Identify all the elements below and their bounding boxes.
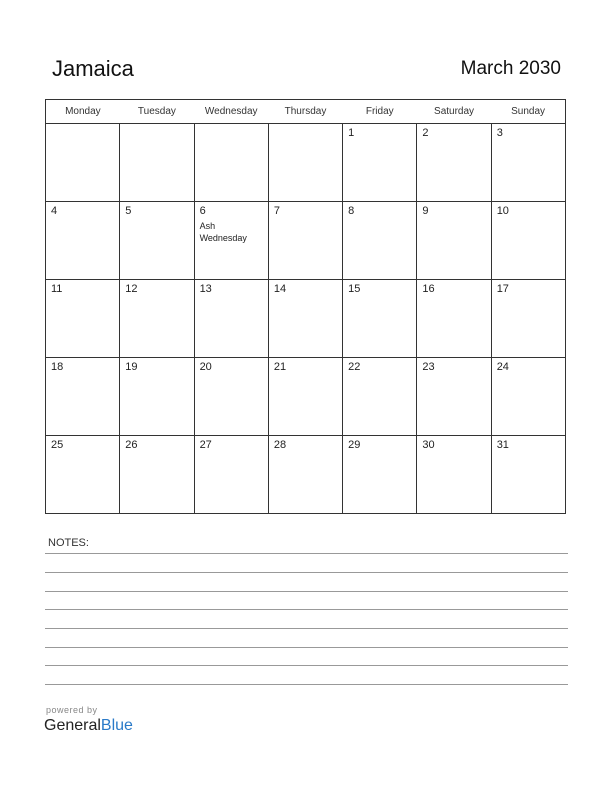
weekday-thursday: Thursday bbox=[268, 100, 342, 124]
weekday-saturday: Saturday bbox=[417, 100, 491, 124]
day-cell bbox=[491, 358, 565, 436]
day-number: 7 bbox=[273, 205, 280, 217]
day-cell bbox=[343, 124, 417, 202]
day-cell bbox=[417, 358, 491, 436]
day-number: 29 bbox=[348, 439, 361, 451]
week-row bbox=[46, 358, 566, 436]
calendar-grid bbox=[45, 99, 566, 514]
day-cell bbox=[268, 202, 342, 280]
day-number: 2 bbox=[422, 127, 429, 139]
day-cell bbox=[194, 436, 268, 514]
country-title: Jamaica bbox=[52, 56, 134, 81]
day-number: 23 bbox=[422, 361, 435, 373]
generalblue-logo bbox=[44, 717, 133, 735]
day-number: 26 bbox=[125, 439, 138, 451]
day-number: 31 bbox=[496, 439, 509, 451]
day-number: 21 bbox=[273, 361, 287, 373]
day-number: 6 bbox=[199, 205, 206, 217]
day-number: 4 bbox=[51, 205, 58, 217]
day-cell bbox=[194, 124, 268, 202]
notes-label: NOTES: bbox=[48, 537, 89, 549]
day-cell bbox=[491, 436, 565, 514]
day-cell bbox=[491, 124, 565, 202]
notes-line bbox=[45, 609, 568, 610]
day-number: 13 bbox=[199, 283, 212, 295]
day-cell bbox=[194, 358, 268, 436]
notes-line bbox=[45, 628, 568, 629]
day-number: 1 bbox=[348, 127, 355, 139]
notes-line bbox=[45, 684, 568, 685]
day-cell bbox=[417, 436, 491, 514]
day-number: 27 bbox=[199, 439, 212, 451]
day-cell bbox=[417, 124, 491, 202]
day-number: 16 bbox=[422, 283, 435, 295]
day-cell bbox=[343, 280, 417, 358]
day-cell bbox=[268, 280, 342, 358]
day-cell bbox=[491, 202, 565, 280]
weekday-sunday: Sunday bbox=[491, 100, 565, 124]
day-cell bbox=[268, 124, 342, 202]
day-cell bbox=[417, 280, 491, 358]
week-row bbox=[46, 124, 566, 202]
day-cell bbox=[194, 280, 268, 358]
day-number: 10 bbox=[496, 205, 509, 217]
day-number: 9 bbox=[422, 205, 429, 217]
day-number: 8 bbox=[348, 205, 355, 217]
day-cell bbox=[46, 358, 120, 436]
day-cell bbox=[268, 436, 342, 514]
day-number: 15 bbox=[348, 283, 361, 295]
day-number: 28 bbox=[273, 439, 287, 451]
day-number: 17 bbox=[496, 283, 509, 295]
day-number: 30 bbox=[422, 439, 435, 451]
weekday-wednesday: Wednesday bbox=[194, 100, 268, 124]
weekday-header-row bbox=[46, 100, 566, 124]
day-cell bbox=[194, 202, 268, 280]
day-number: 19 bbox=[125, 361, 138, 373]
day-cell bbox=[46, 202, 120, 280]
notes-line bbox=[45, 553, 568, 554]
notes-line bbox=[45, 572, 568, 573]
day-number: 18 bbox=[51, 361, 64, 373]
day-cell bbox=[120, 124, 194, 202]
day-cell bbox=[120, 436, 194, 514]
day-number: 20 bbox=[199, 361, 212, 373]
day-cell bbox=[120, 202, 194, 280]
day-cell bbox=[120, 358, 194, 436]
day-cell bbox=[46, 124, 120, 202]
day-cell bbox=[120, 280, 194, 358]
day-number: 5 bbox=[125, 205, 132, 217]
weekday-friday: Friday bbox=[343, 100, 417, 124]
day-cell bbox=[46, 280, 120, 358]
week-row bbox=[46, 280, 566, 358]
day-number: 11 bbox=[51, 283, 63, 295]
notes-line bbox=[45, 647, 568, 648]
day-cell bbox=[268, 358, 342, 436]
logo-general: General bbox=[44, 717, 101, 734]
weekday-monday: Monday bbox=[46, 100, 120, 124]
notes-line bbox=[45, 591, 568, 592]
day-number: 14 bbox=[273, 283, 287, 295]
day-cell bbox=[491, 280, 565, 358]
notes-line bbox=[45, 665, 568, 666]
day-cell bbox=[343, 436, 417, 514]
day-number: 22 bbox=[348, 361, 361, 373]
day-number: 25 bbox=[51, 439, 64, 451]
week-row bbox=[46, 436, 566, 514]
holiday-label: Ash Wednesday bbox=[199, 221, 247, 243]
day-number: 3 bbox=[496, 127, 503, 139]
week-row bbox=[46, 202, 566, 280]
month-title: March 2030 bbox=[460, 58, 561, 79]
day-cell bbox=[46, 436, 120, 514]
day-cell bbox=[343, 358, 417, 436]
day-number: 24 bbox=[496, 361, 509, 373]
logo-blue: Blue bbox=[100, 717, 133, 734]
weekday-tuesday: Tuesday bbox=[120, 100, 194, 124]
day-number: 12 bbox=[125, 283, 138, 295]
calendar-body bbox=[46, 124, 566, 514]
day-cell bbox=[343, 202, 417, 280]
powered-by-label: powered by bbox=[46, 705, 98, 715]
day-cell bbox=[417, 202, 491, 280]
